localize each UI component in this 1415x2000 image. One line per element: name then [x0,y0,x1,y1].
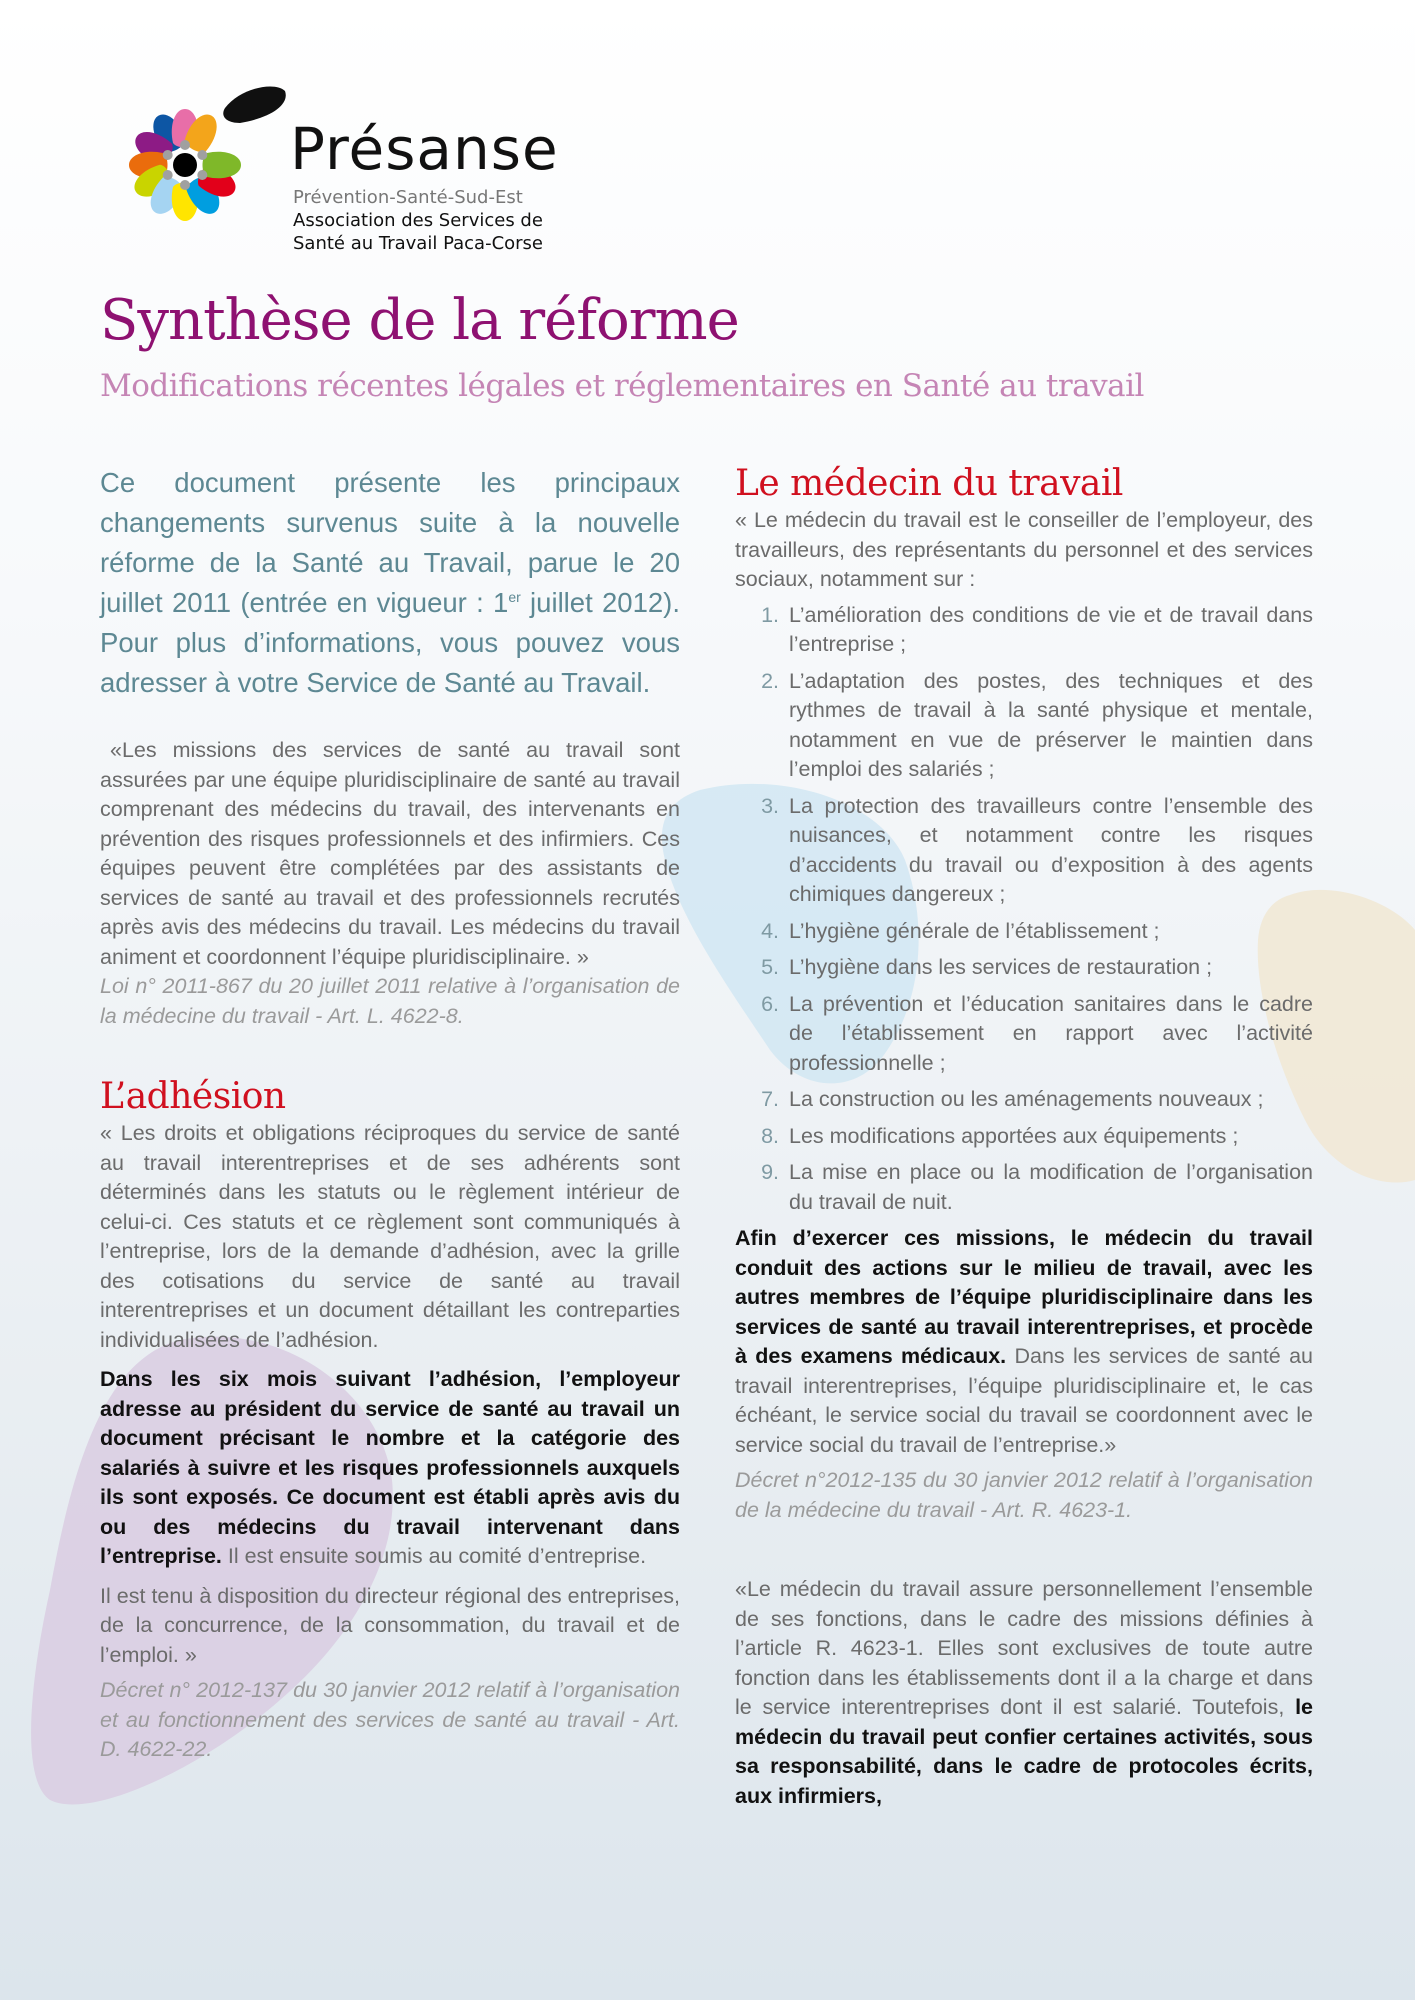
missions-quote: «Les missions des services de santé au travail sont assurées par une équipe pluridisciplinaire de santé au travail comprenant des médecins du travail, des intervenants en prévention des risques professionnels et des infirmiers. Ces équipes peuvent être complétées par des assistants de services de santé au travail et des professionnels recrutés après avis des médecins du travail. Les médecins du travail animent et coordonnent l’équipe pluridisciplinaire. » [100,738,680,969]
list-item [735,1158,1313,1217]
page-title: Synthèse de la réforme [100,288,739,353]
logo-dot [197,150,207,160]
adhesion-bold-text: Dans les six mois suivant l’adhésion, l’employeur adresse au président du service de santé au travail un document précisant le nombre et la catégorie des salariés à suivre et les risques professionnels auxquels ils sont exposés. Ce document est établi après avis du ou des médecins du travail intervenant dans l’entreprise. [100,1367,680,1568]
logo-tagline: Prévention-Santé-Sud-Est [293,187,523,208]
list-number: 2. [761,668,779,693]
intro-superscript: er [508,588,521,605]
logo-dot [163,170,173,180]
section-heading-adhesion: L’adhésion [100,1076,286,1117]
list-number: 1. [761,602,779,627]
list-text: La mise en place ou la modification de l’organisation du travail de nuit. [789,1160,1313,1214]
adhesion-regular-text: Il est ensuite soumis au comité d’entreprise. [221,1544,647,1568]
list-item [735,953,1313,983]
list-text: Les modifications apportées aux équipements ; [789,1123,1239,1148]
intro-text-end: juillet 2012). Pour plus d’informations, vous pouvez vous adresser à votre Service de Santé au Travail. [100,587,680,698]
logo-dot [180,180,190,190]
adhesion-paragraph-3: Il est tenu à disposition du directeur régional des entreprises, de la concurrence, de la consommation, du travail et de l’emploi. » [100,1583,680,1667]
logo-black-petal [223,86,286,123]
logo-dot [180,140,190,150]
list-text: La construction ou les aménagements nouveaux ; [789,1087,1264,1111]
list-number: 9. [761,1160,779,1184]
list-text: L’amélioration des conditions de vie et de travail dans l’entreprise ; [789,602,1313,656]
list-text: L’adaptation des postes, des techniques et des rythmes de travail à la santé physique et mentale, notamment en vue de préserver le maintien dans l’emploi des salariés ; [789,668,1313,781]
list-text: L’hygiène générale de l’établissement ; [789,918,1160,943]
list-item [735,1122,1313,1152]
list-item [735,601,1313,660]
adhesion-paragraph-1: « Les droits et obligations réciproques du service de santé au travail interentreprises et de ses adhérents sont déterminés dans les statuts ou le règlement intérieur de celui-ci. Ces statuts et ce règlement sont communiqués à l’entreprise, lors de la demande d’adhésion, avec la grille des cotisations du service de santé au travail interentreprises et un document détaillant les contreparties individualisées de l’adhésion. [100,1121,680,1352]
medecin-paragraph-2 [735,1224,1313,1460]
medecin-p3-regular: «Le médecin du travail assure personnellement l’ensemble de ses fonctions, dans le cadre des missions définies à l’article R. 4623-1. Elles sont exclusives de toute autre fonction dans les établissements dont il a la charge et dans le service interentreprises dont il est salarié. Toutefois, [735,1577,1313,1719]
list-item [735,1085,1313,1115]
logo-center-dot [173,153,197,177]
list-text: L’hygiène dans les services de restauration ; [789,955,1213,979]
intro-text: Ce document présente les principaux changements survenus suite à la nouvelle réforme de la Santé au Travail, parue le 20 juillet 2011 (entrée en vigueur : 1 [100,467,680,618]
right-column [735,462,1313,1811]
presanse-logo [100,83,580,258]
section-heading-medecin: Le médecin du travail [735,463,1123,504]
list-item [735,792,1313,910]
list-number: 4. [761,918,779,943]
left-column [100,463,680,1765]
medecin-intro: « Le médecin du travail est le conseiller de l’employeur, des travailleurs, des représentants du personnel et des services sociaux, notamment sur : [735,508,1313,591]
logo-dot [163,150,173,160]
missions-citation: Loi n° 2011-867 du 20 juillet 2011 relative à l’organisation de la médecine du travail - Art. L. 4622-8. [100,974,680,1028]
medecin-regular-text: Dans les services de santé au travail interentreprises, l’équipe pluridisciplinaire et, le cas échéant, le service social du travail se coordonnent avec le service social du travail de l’entreprise.» [735,1344,1313,1457]
list-number: 3. [761,793,779,818]
medecin-citation: Décret n°2012-135 du 30 janvier 2012 relatif à l’organisation de la médecine du travail - Art. R. 4623-1. [735,1468,1313,1522]
list-number: 5. [761,955,779,979]
adhesion-paragraph-2 [100,1365,680,1572]
flower-logo-icon [100,83,290,258]
logo-dot [197,170,207,180]
list-number: 8. [761,1123,779,1148]
page-subtitle: Modifications récentes légales et réglementaires en Santé au travail [100,368,1144,404]
adhesion-citation: Décret n° 2012-137 du 30 janvier 2012 relatif à l’organisation et au fonctionnement des services de santé au travail - Art. D. 4622-22. [100,1678,680,1761]
list-text: La prévention et l’éducation sanitaires dans le cadre de l’établissement en rapport avec l’activité professionnelle ; [789,991,1313,1075]
list-number: 7. [761,1087,779,1111]
list-number: 6. [761,991,779,1016]
medecin-p3-bold: le médecin du travail peut confier certaines activités, sous sa responsabilité, dans le cadre de protocoles écrits, aux infirmiers, [735,1695,1313,1808]
medecin-missions-list [735,601,1313,1218]
logo-region-line: Santé au Travail Paca-Corse [293,233,543,254]
medecin-bold-text: Afin d’exercer ces missions, le médecin du travail conduit des actions sur le milieu de travail, avec les autres membres de l’équipe pluridisciplinaire dans les services de santé au travail interentreprises, et procède à des examens médicaux. [735,1226,1313,1368]
logo-association-line: Association des Services de [293,210,543,231]
intro-paragraph [100,463,680,703]
list-text: La protection des travailleurs contre l’ensemble des nuisances, et notamment contre les risques d’accidents du travail ou d’exposition à des agents chimiques dangereux ; [789,793,1313,906]
medecin-paragraph-3 [735,1575,1313,1811]
logo-brand-name: Présanse [290,115,559,183]
list-item [735,917,1313,947]
list-item [735,667,1313,785]
list-item [735,990,1313,1079]
logo-petal [203,152,242,179]
